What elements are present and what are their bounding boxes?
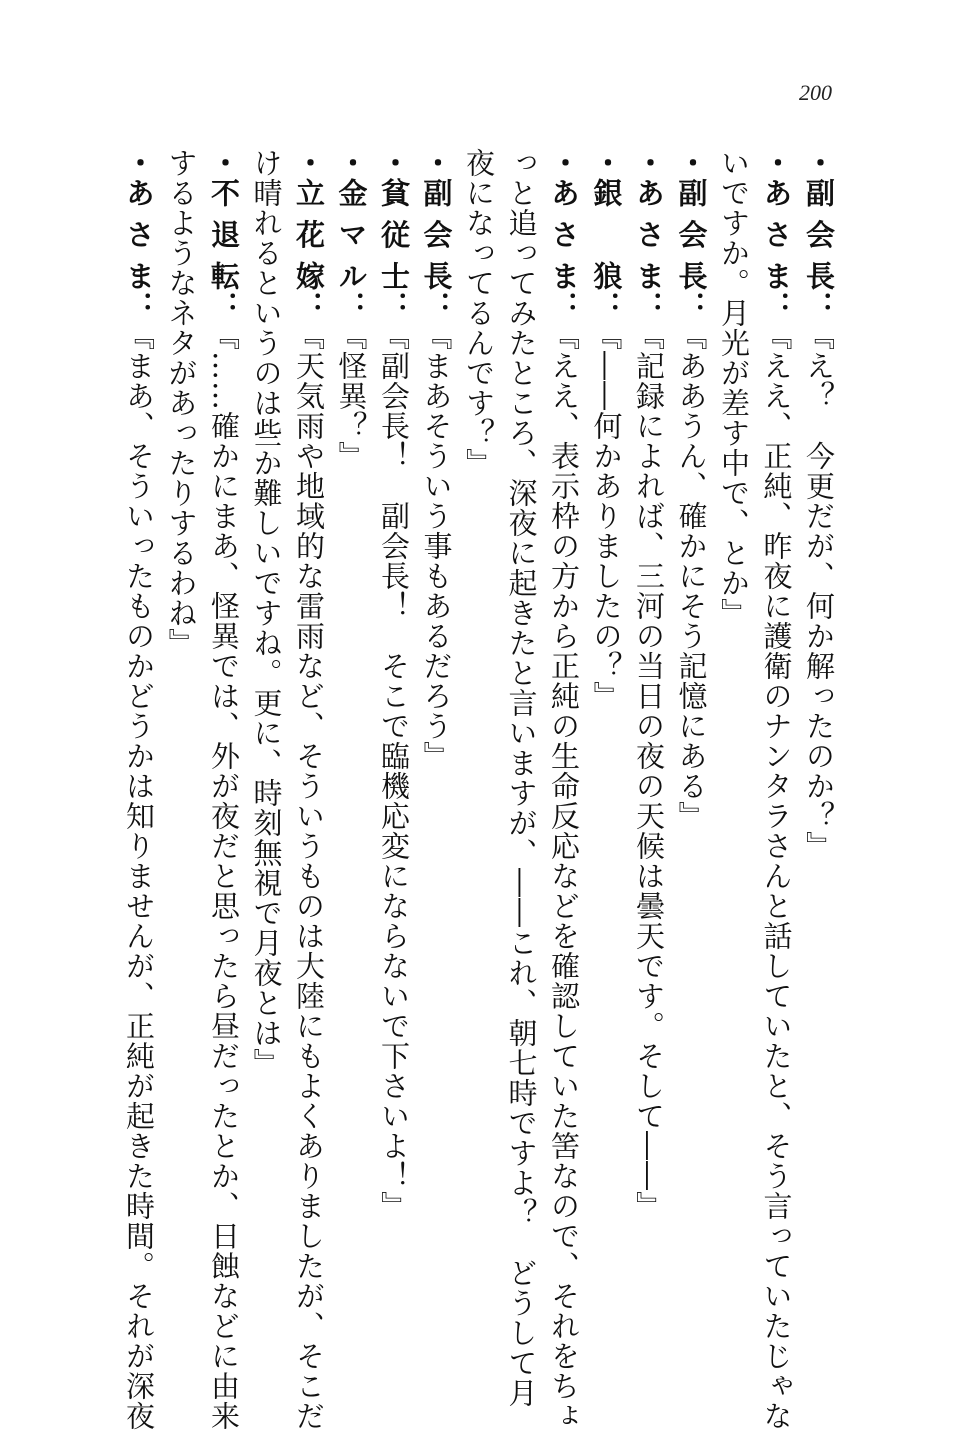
speaker-colon: ： [207, 291, 241, 321]
speaker-bullet: ・ [674, 148, 709, 178]
speaker-colon: ： [419, 291, 454, 321]
vertical-text-body [118, 148, 841, 1431]
dialogue-text: け晴れるというのは些か難しいですね。更に、時刻無視で月夜とは』 [249, 148, 284, 1078]
dialogue-line [330, 148, 373, 1298]
dialogue-continuation-line [500, 148, 543, 1408]
speaker-bullet: ・ [334, 148, 369, 178]
dialogue-line [670, 148, 713, 1298]
speaker-colon: ： [759, 291, 794, 321]
speaker-colon: ： [802, 291, 836, 321]
speaker-bullet: ・ [122, 148, 156, 178]
speaker-bullet: ・ [589, 148, 624, 178]
dialogue-text: 『まあ、そういったものかどうかは知りませんが、正純が起きた時間。それが深夜 [122, 321, 156, 1431]
speaker-name: 副会長 [802, 178, 836, 291]
speaker-name: 銀 狼 [589, 178, 624, 291]
speaker-colon: ： [122, 291, 156, 321]
speaker-bullet: ・ [759, 148, 794, 178]
speaker-colon: ： [589, 291, 624, 321]
dialogue-line [415, 148, 458, 1298]
speaker-name: 金マル [334, 178, 369, 291]
speaker-name: 不退転 [207, 178, 241, 291]
dialogue-text: 夜になってるんです？』 [462, 148, 496, 478]
dialogue-line [628, 148, 671, 1298]
dialogue-continuation-line [713, 148, 756, 1298]
dialogue-line [203, 148, 246, 1431]
speaker-name: あさま [632, 178, 666, 291]
speaker-bullet: ・ [292, 148, 326, 178]
speaker-name: 副会長 [419, 178, 454, 291]
dialogue-line [798, 148, 841, 1298]
dialogue-text: いですか。月光が差す中で、とか』 [717, 148, 751, 628]
dialogue-text: 『ええ、表示枠の方から正純の生命反応などを確認していた筈なので、それをちょ [547, 321, 581, 1431]
dialogue-line [373, 148, 416, 1298]
dialogue-text: するようなネタがあったりするわね』 [164, 148, 199, 658]
dialogue-text: 『……確かにまあ、怪異では、外が夜だと思ったら昼だったとか、日蝕などに由来 [207, 321, 241, 1431]
dialogue-text: 『ええ、正純、昨夜に護衛のナンタラさんと話していたと、そう言っていたじゃな [759, 321, 794, 1431]
speaker-name: あさま [122, 178, 156, 291]
speaker-bullet: ・ [802, 148, 836, 178]
dialogue-text: 『天気雨や地域的な雷雨など、そういうものは大陸にもよくありましたが、そこだ [292, 321, 326, 1431]
speaker-bullet: ・ [377, 148, 411, 178]
dialogue-line [118, 148, 161, 1431]
speaker-name: あさま [759, 178, 794, 291]
speaker-colon: ： [334, 291, 369, 321]
speaker-name: あさま [547, 178, 581, 291]
dialogue-text: 『怪異？』 [334, 321, 369, 471]
dialogue-text: っと追ってみたところ、深夜に起きたと言いますが、――これ、朝七時ですよ？ どうして月 [504, 148, 539, 1408]
dialogue-line [585, 148, 628, 1298]
dialogue-text: 『副会長！ 副会長！ そこで臨機応変にならないで下さいよ！』 [377, 321, 411, 1221]
dialogue-text: 『――何かありましたの？』 [589, 321, 624, 711]
speaker-bullet: ・ [632, 148, 666, 178]
dialogue-line [288, 148, 331, 1431]
speaker-colon: ： [292, 291, 326, 321]
speaker-bullet: ・ [207, 148, 241, 178]
dialogue-continuation-line [245, 148, 288, 1298]
speaker-name: 副会長 [674, 178, 709, 291]
speaker-colon: ： [377, 291, 411, 321]
speaker-bullet: ・ [547, 148, 581, 178]
speaker-colon: ： [632, 291, 666, 321]
dialogue-text: 『え？ 今更だが、何か解ったのか？』 [802, 321, 836, 861]
dialogue-text: 『記録によれば、三河の当日の夜の天候は曇天です。そして――』 [632, 321, 666, 1221]
dialogue-continuation-line [160, 148, 203, 1298]
dialogue-text: 『まあそういう事もあるだろう』 [419, 321, 454, 771]
speaker-name: 貧従士 [377, 178, 411, 291]
page-number: 200 [799, 80, 832, 105]
speaker-name: 立花嫁 [292, 178, 326, 291]
speaker-bullet: ・ [419, 148, 454, 178]
speaker-colon: ： [547, 291, 581, 321]
dialogue-text: 『ああうん、確かにそう記憶にある』 [674, 321, 709, 831]
speaker-colon: ： [674, 291, 709, 321]
dialogue-continuation-line [458, 148, 501, 1298]
dialogue-line [755, 148, 798, 1431]
dialogue-line [543, 148, 586, 1431]
